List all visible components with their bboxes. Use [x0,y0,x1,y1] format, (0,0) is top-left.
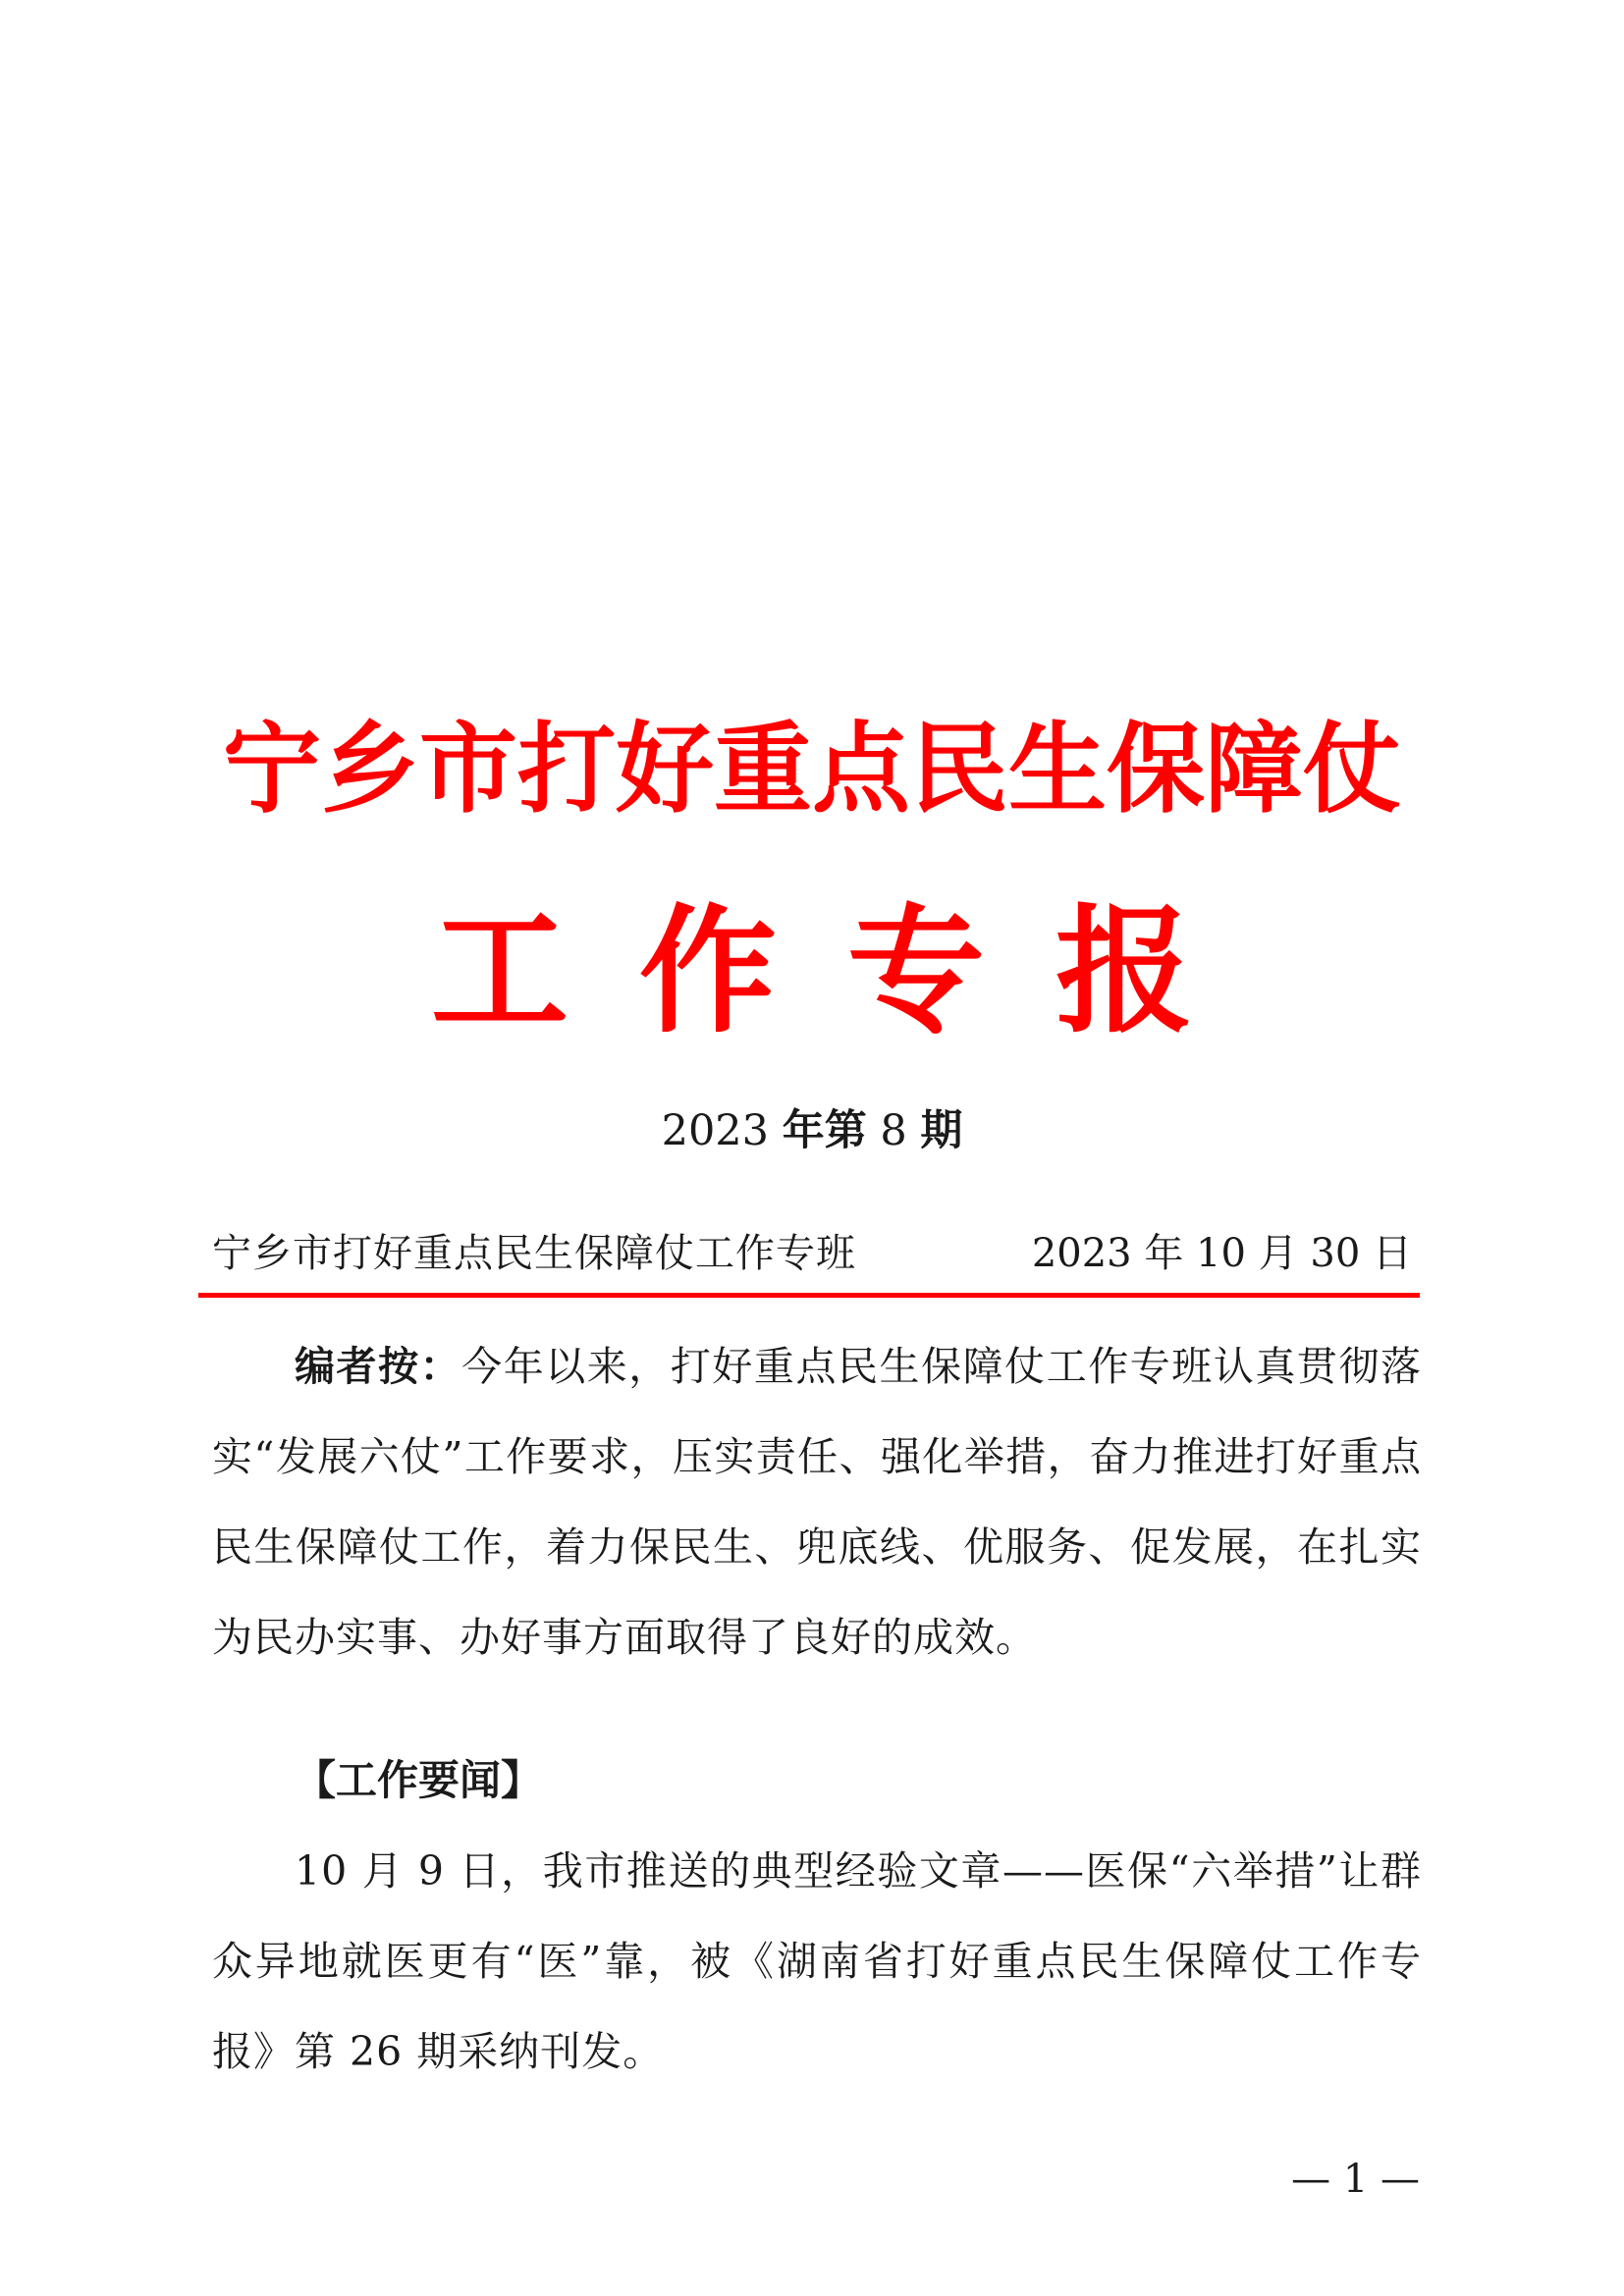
issuer-row [212,1224,1412,1283]
issue-label: 年第 [782,1106,867,1155]
editor-note [212,1321,1422,1682]
issue-num: 8 [880,1106,907,1155]
issue-date: 2023 年 10 月 30 日 [1031,1231,1412,1276]
section-heading: 【工作要闻】 [295,1756,543,1804]
issue-number [0,1101,1624,1160]
issue-suffix: 期 [920,1106,963,1155]
report-title-line-1: 宁乡市打好重点民生保障仗 [223,711,1401,827]
issue-year: 2023 [661,1106,770,1155]
editor-note-lead: 编者按： [295,1343,462,1390]
issuer-name: 宁乡市打好重点民生保障仗工作专班 [212,1231,856,1276]
page-number: — 1 — [1291,2157,1420,2202]
report-title-line-2: 工作专报 [430,891,1264,1052]
red-divider-rule [198,1293,1420,1298]
editor-note-text: 今年以来，打好重点民生保障仗工作专班认真贯彻落实“发展六仗”工作要求，压实责任、强化举措，奋力推进打好重点民生保障仗工作，着力保民生、兜底线、优服务、促发展，在扎实为民办实事、办好事方面取得了良好的成效。 [212,1343,1422,1661]
news-paragraph: 10 月 9 日，我市推送的典型经验文章——医保“六举措”让群众异地就医更有“医”靠，被《湖南省打好重点民生保障仗工作专报》第 26 期采纳刊发。 [212,1847,1422,2075]
